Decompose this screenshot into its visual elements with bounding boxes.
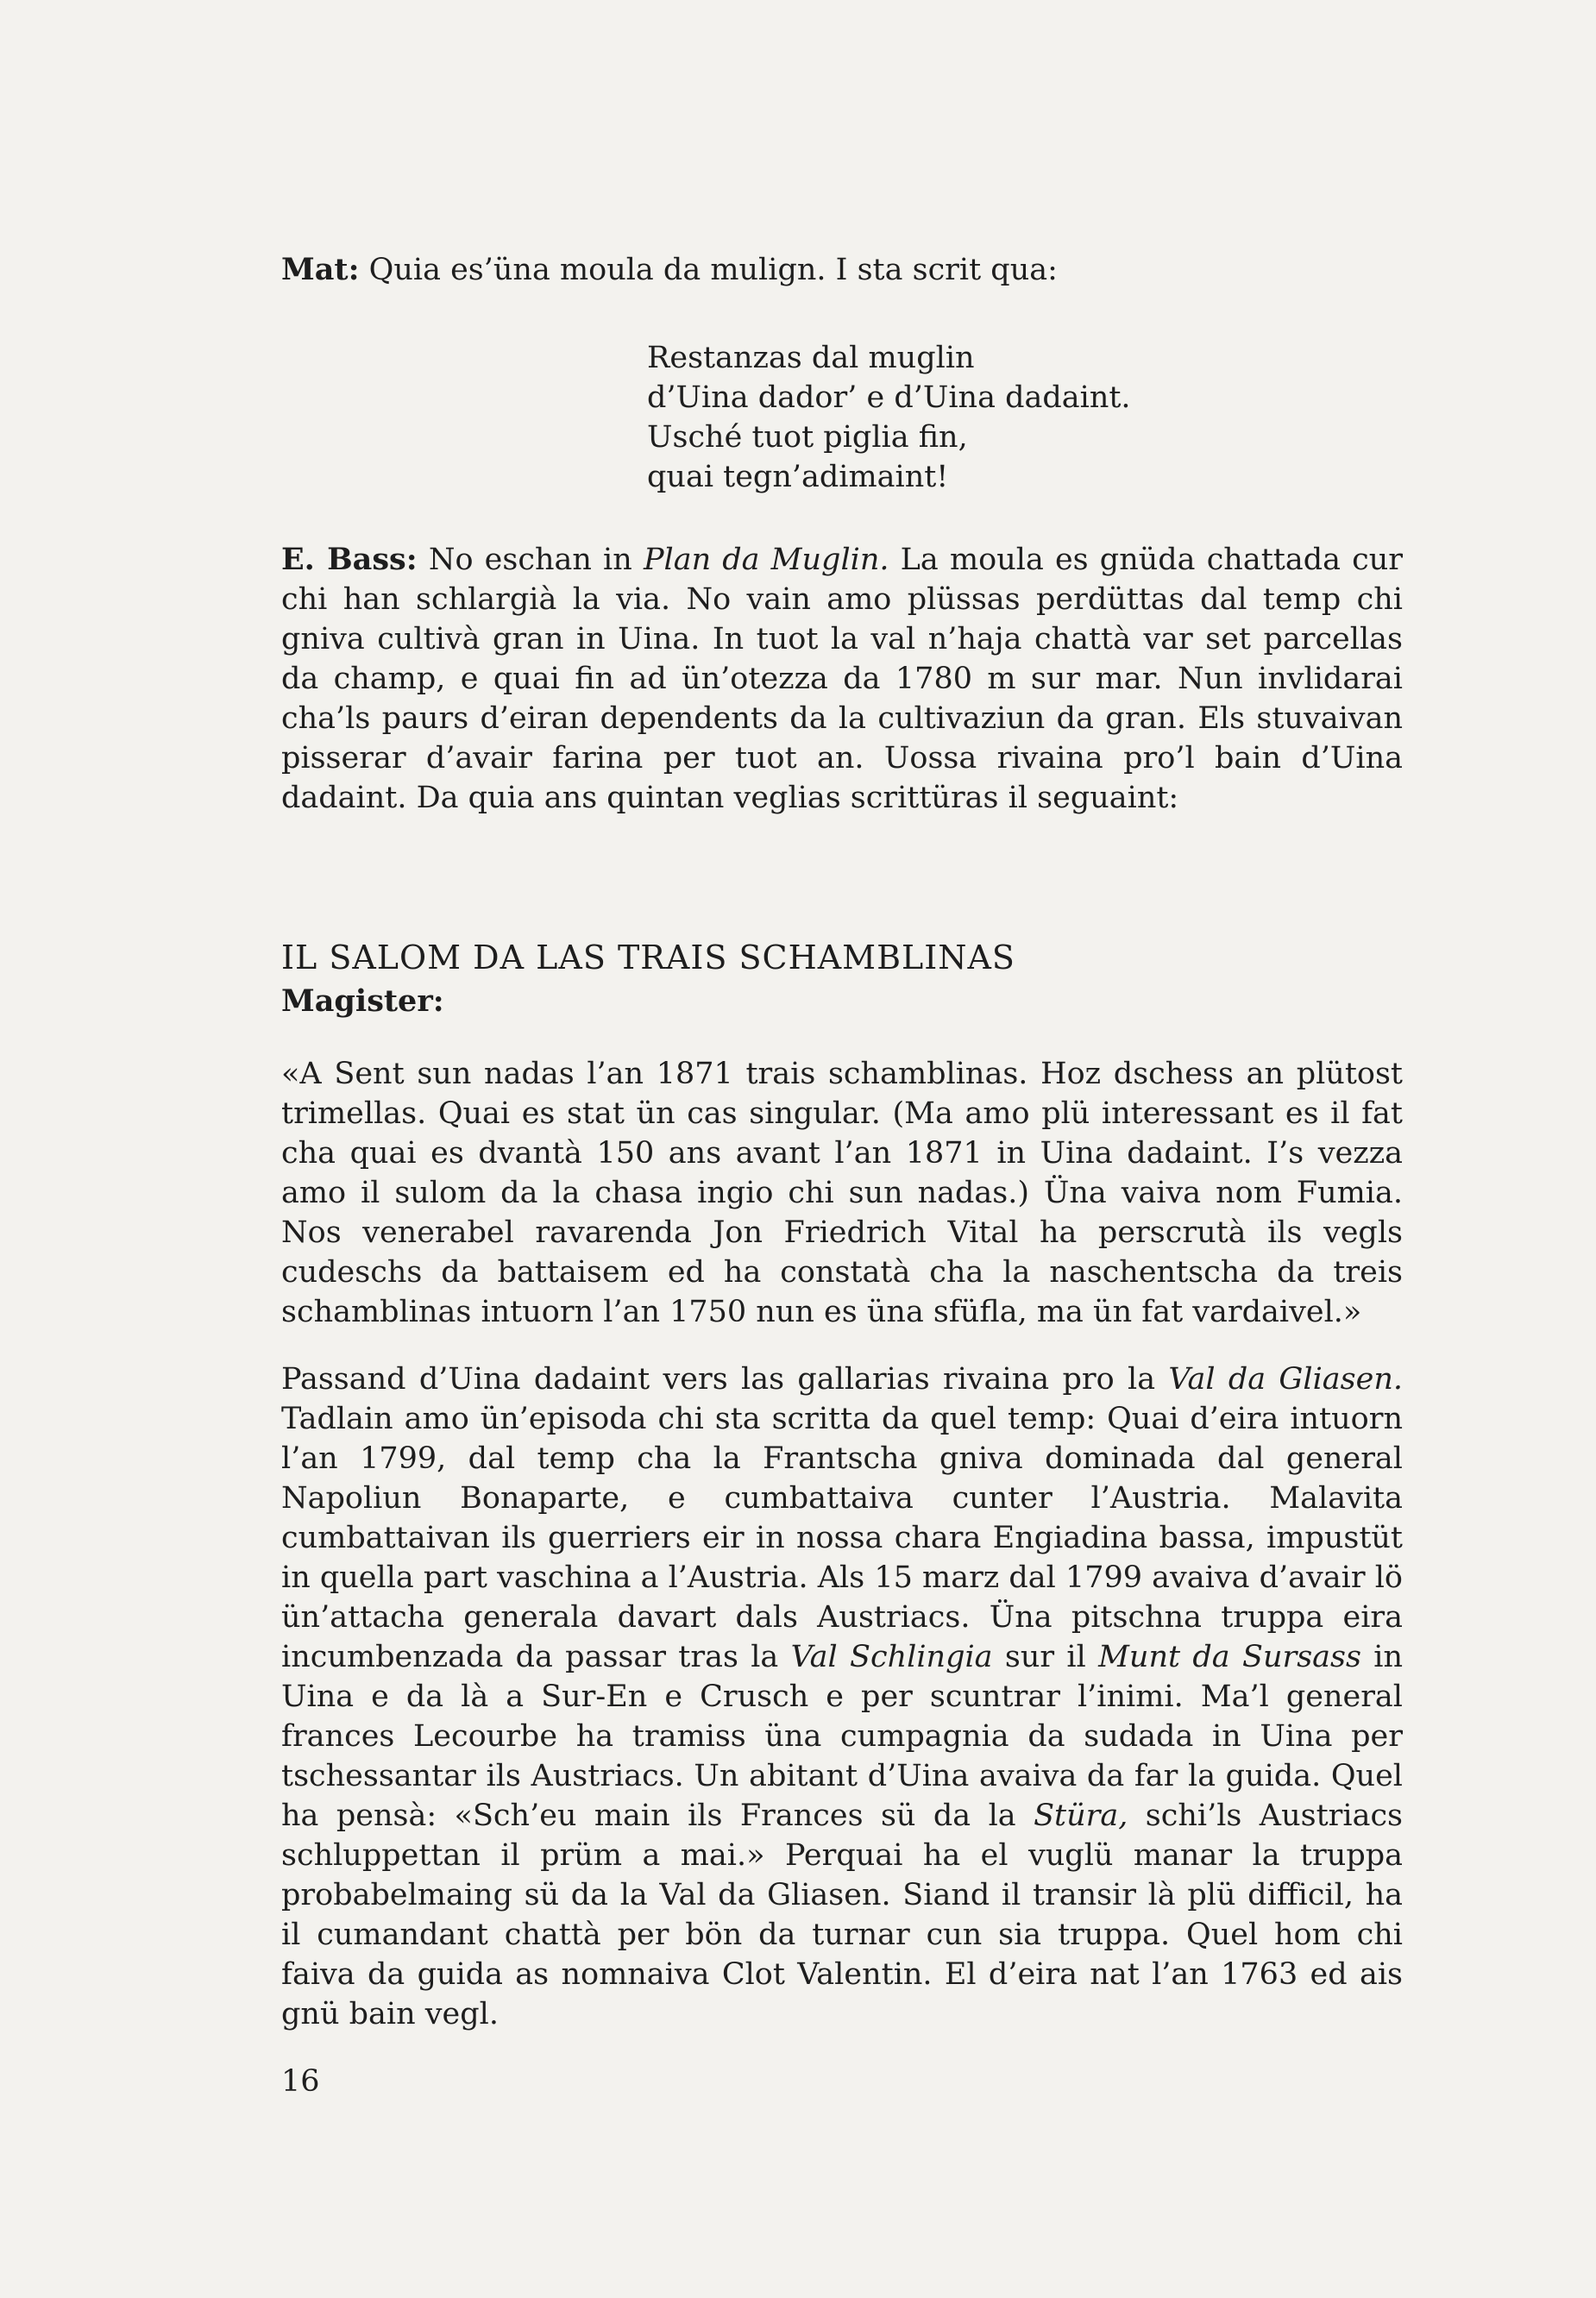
poem-line: Usché tuot piglia fin,	[647, 420, 968, 455]
narrative-text: in Uina e da là a Sur-En e Crusch e per scuntrar l’inimi. Ma’l general frances Lecourbe ha tramiss üna cumpagnia da sudada in Uina per tschessantar ils Austriacs. Un abitant d’Uina avaiva da far la guida. Quel ha pensà: «Sch’eu main ils Frances sü da la	[281, 1640, 1404, 1833]
poem-line: Restanzas dal muglin	[647, 341, 975, 375]
poem-line: quai tegn’adimaint!	[647, 460, 949, 494]
place-name: Plan da Muglin.	[643, 543, 889, 577]
narrative-text: Passand d’Uina dadaint vers las gallarias rivaina pro la	[281, 1362, 1169, 1397]
speaker-bass: E. Bass:	[281, 542, 418, 577]
narrative-text: sur il	[992, 1640, 1099, 1674]
narrative-text: Tadlain amo ün’episoda chi sta scritta da quel temp: Quai d’eira intuorn l’an 1799, dal temp cha la Frantscha gniva dominada dal general Napoliun Bonaparte, e cumbattaiva cunter l’Austria. Malavita cumbattaivan ils guerriers eir in nossa chara Engiadina bassa, impustüt in quella part vaschina a l’Austria. Als 15 marz dal 1799 avaiva d’avair lö ün’attacha generala davart dals Austriacs. Üna pitschna truppa eira incumbenzada da passar tras la	[281, 1402, 1403, 1674]
bass-text: No eschan in	[417, 543, 644, 577]
bass-paragraph	[281, 540, 1403, 818]
page-number: 16	[281, 2064, 320, 2099]
mat-paragraph	[281, 250, 1403, 290]
place-name: Stüra,	[1034, 1799, 1128, 1833]
poem-block	[647, 338, 1131, 497]
place-name: Val da Gliasen.	[1168, 1362, 1403, 1397]
speaker-magister	[281, 982, 1403, 1021]
narrative-paragraph	[281, 1359, 1403, 2034]
bass-text: La moula es gnüda chattada cur chi han schlargià la via. No vain amo plüssas perdüttas dal temp chi gniva cultivà gran in Uina. In tuot la val n’haja chattà var set parcellas da champ, e quai fin ad ün’otezza da 1780 m sur mar. Nun invlidarai cha’ls paurs d’eiran dependents da la cultivaziun da gran. Els stuvaivan pisserar d’avair farina per tuot an. Uossa rivaina pro’l bain d’Uina dadaint. Da quia ans quintan veglias scrittüras il seguaint:	[281, 543, 1404, 815]
speaker-mat: Mat:	[281, 252, 360, 287]
place-name: Munt da Sursass	[1098, 1640, 1361, 1674]
poem-line: d’Uina dador’ e d’Uina dadaint.	[647, 380, 1131, 415]
narrative-text: schi’ls Austriacs schluppettan il prüm a mai.» Perquai ha el vuglü manar la truppa probabelmaing sü da la Val da Gliasen. Siand il transir là plü difficil, ha il cumandant chattà per bön da turnar cun sia truppa. Quel hom chi faiva da guida as nomnaiva Clot Valentin. El d’eira nat l’an 1763 ed ais gnü bain vegl.	[281, 1799, 1404, 2031]
magister-quote-paragraph: «A Sent sun nadas l’an 1871 trais schamblinas. Hoz dschess an plütost trimellas. Quai es stat ün cas singular. (Ma amo plü interessant es il fat cha quai es dvantà 150 ans avant l’an 1871 in Uina dadaint. I’s vezza amo il sulom da la chasa ingio chi sun nadas.) Üna vaiva nom Fumia. Nos venerabel ravarenda Jon Friedrich Vital ha perscrutà ils vegls cudeschs da battaisem ed ha constatà cha la naschentscha da treis schamblinas intuorn l’an 1750 nun es üna sfüfla, ma ün fat vardaivel.»	[281, 1057, 1403, 1329]
place-name: Val Schlingia	[790, 1640, 993, 1674]
section-heading: IL SALOM DA LAS TRAIS SCHAMBLINAS	[281, 939, 1015, 976]
mat-text: Quia es’üna moula da mulign. I sta scrit qua:	[359, 253, 1058, 287]
speaker-magister-label: Magister:	[281, 983, 444, 1019]
